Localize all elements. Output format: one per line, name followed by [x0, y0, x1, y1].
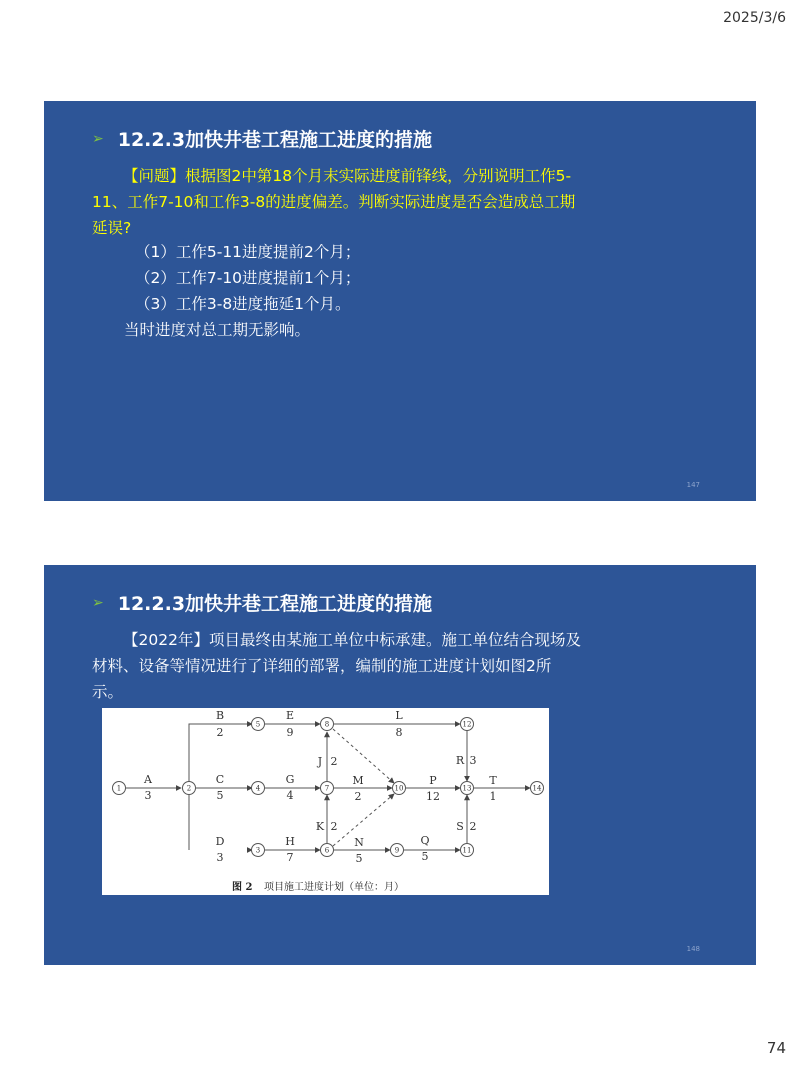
slide-number: 147	[686, 481, 700, 489]
activity-name: Q	[420, 834, 430, 847]
slide-title-text: 12.2.3加快井巷工程施工进度的措施	[117, 129, 433, 151]
question-text: 【问题】根据图2中第18个月末实际进度前锋线，分别说明工作5-11、工作7-10和工作3-8的进度偏差。判断实际进度是否会造成总工期延误?	[92, 167, 576, 237]
activity-duration: 9	[286, 726, 294, 739]
activity-duration: 12	[426, 790, 440, 803]
answer-1: （1）工作5-11进度提前2个月；	[135, 243, 361, 261]
figure-caption-prefix: 图 2	[232, 882, 253, 893]
network-diagram	[102, 708, 549, 895]
activity-name: P	[429, 774, 437, 787]
answer-3: （3）工作3-8进度拖延1个月。	[135, 295, 351, 313]
node-11: 11	[462, 846, 472, 855]
activity-duration: 5	[421, 850, 429, 863]
conclusion-text: 当时进度对总工期无影响。	[124, 321, 311, 339]
activity-name: J	[317, 755, 323, 768]
activity-duration: 3	[144, 789, 152, 802]
arrow-bullet-icon: ➢	[92, 130, 104, 147]
node-8: 8	[324, 720, 330, 729]
activity-name: B	[215, 709, 225, 722]
slide-title	[92, 589, 432, 616]
figure-caption-text: 项目施工进度计划（单位：月）	[264, 882, 404, 893]
node-5: 5	[255, 720, 261, 729]
node-4: 4	[255, 784, 261, 793]
activity-name: N	[354, 836, 364, 849]
activity-duration: 3	[469, 754, 477, 767]
activity-duration: 2	[216, 726, 224, 739]
node-6: 6	[324, 846, 330, 855]
activity-duration: 8	[395, 726, 403, 739]
node-14: 14	[532, 784, 542, 793]
activity-name: K	[315, 820, 325, 833]
activity-duration: 2	[330, 755, 338, 768]
activity-duration: 2	[330, 820, 338, 833]
node-7: 7	[324, 784, 330, 793]
page-date: 2025/3/6	[723, 10, 786, 26]
node-3: 3	[255, 846, 261, 855]
activity-name: H	[285, 835, 295, 848]
activity-name: E	[285, 709, 295, 722]
activity-name: D	[215, 835, 225, 848]
node-13: 13	[462, 784, 472, 793]
activity-duration: 4	[286, 789, 294, 802]
node-1: 1	[116, 784, 122, 793]
slide-148	[44, 565, 756, 965]
node-10: 10	[394, 784, 404, 793]
activity-name: L	[395, 709, 403, 722]
activity-duration: 5	[216, 789, 224, 802]
page-number: 74	[766, 1039, 786, 1057]
activity-name: G	[285, 773, 295, 786]
activity-name: R	[455, 754, 465, 767]
activity-name: S	[456, 820, 464, 833]
node-2: 2	[186, 784, 192, 793]
intro-paragraph: 【2022年】项目最终由某施工单位中标承建。施工单位结合现场及材料、设备等情况进行了详细的部署，编制的施工进度计划如图2所示。	[92, 631, 581, 701]
activity-duration: 7	[286, 851, 294, 864]
activity-name: M	[352, 774, 364, 787]
node-12: 12	[462, 720, 472, 729]
activity-duration: 2	[469, 820, 477, 833]
activity-duration: 3	[216, 851, 224, 864]
slide-number: 148	[686, 945, 700, 953]
activity-name: T	[489, 774, 497, 787]
activity-duration: 1	[489, 790, 497, 803]
slide-title-text: 12.2.3加快井巷工程施工进度的措施	[117, 593, 433, 615]
activity-name: C	[215, 773, 225, 786]
node-9: 9	[394, 846, 400, 855]
arrow-bullet-icon: ➢	[92, 594, 104, 611]
answer-2: （2）工作7-10进度提前1个月；	[135, 269, 361, 287]
activity-name: A	[144, 773, 152, 786]
activity-duration: 2	[354, 790, 362, 803]
slide-147	[44, 101, 756, 501]
activity-duration: 5	[355, 852, 363, 865]
slide-title	[92, 125, 432, 152]
